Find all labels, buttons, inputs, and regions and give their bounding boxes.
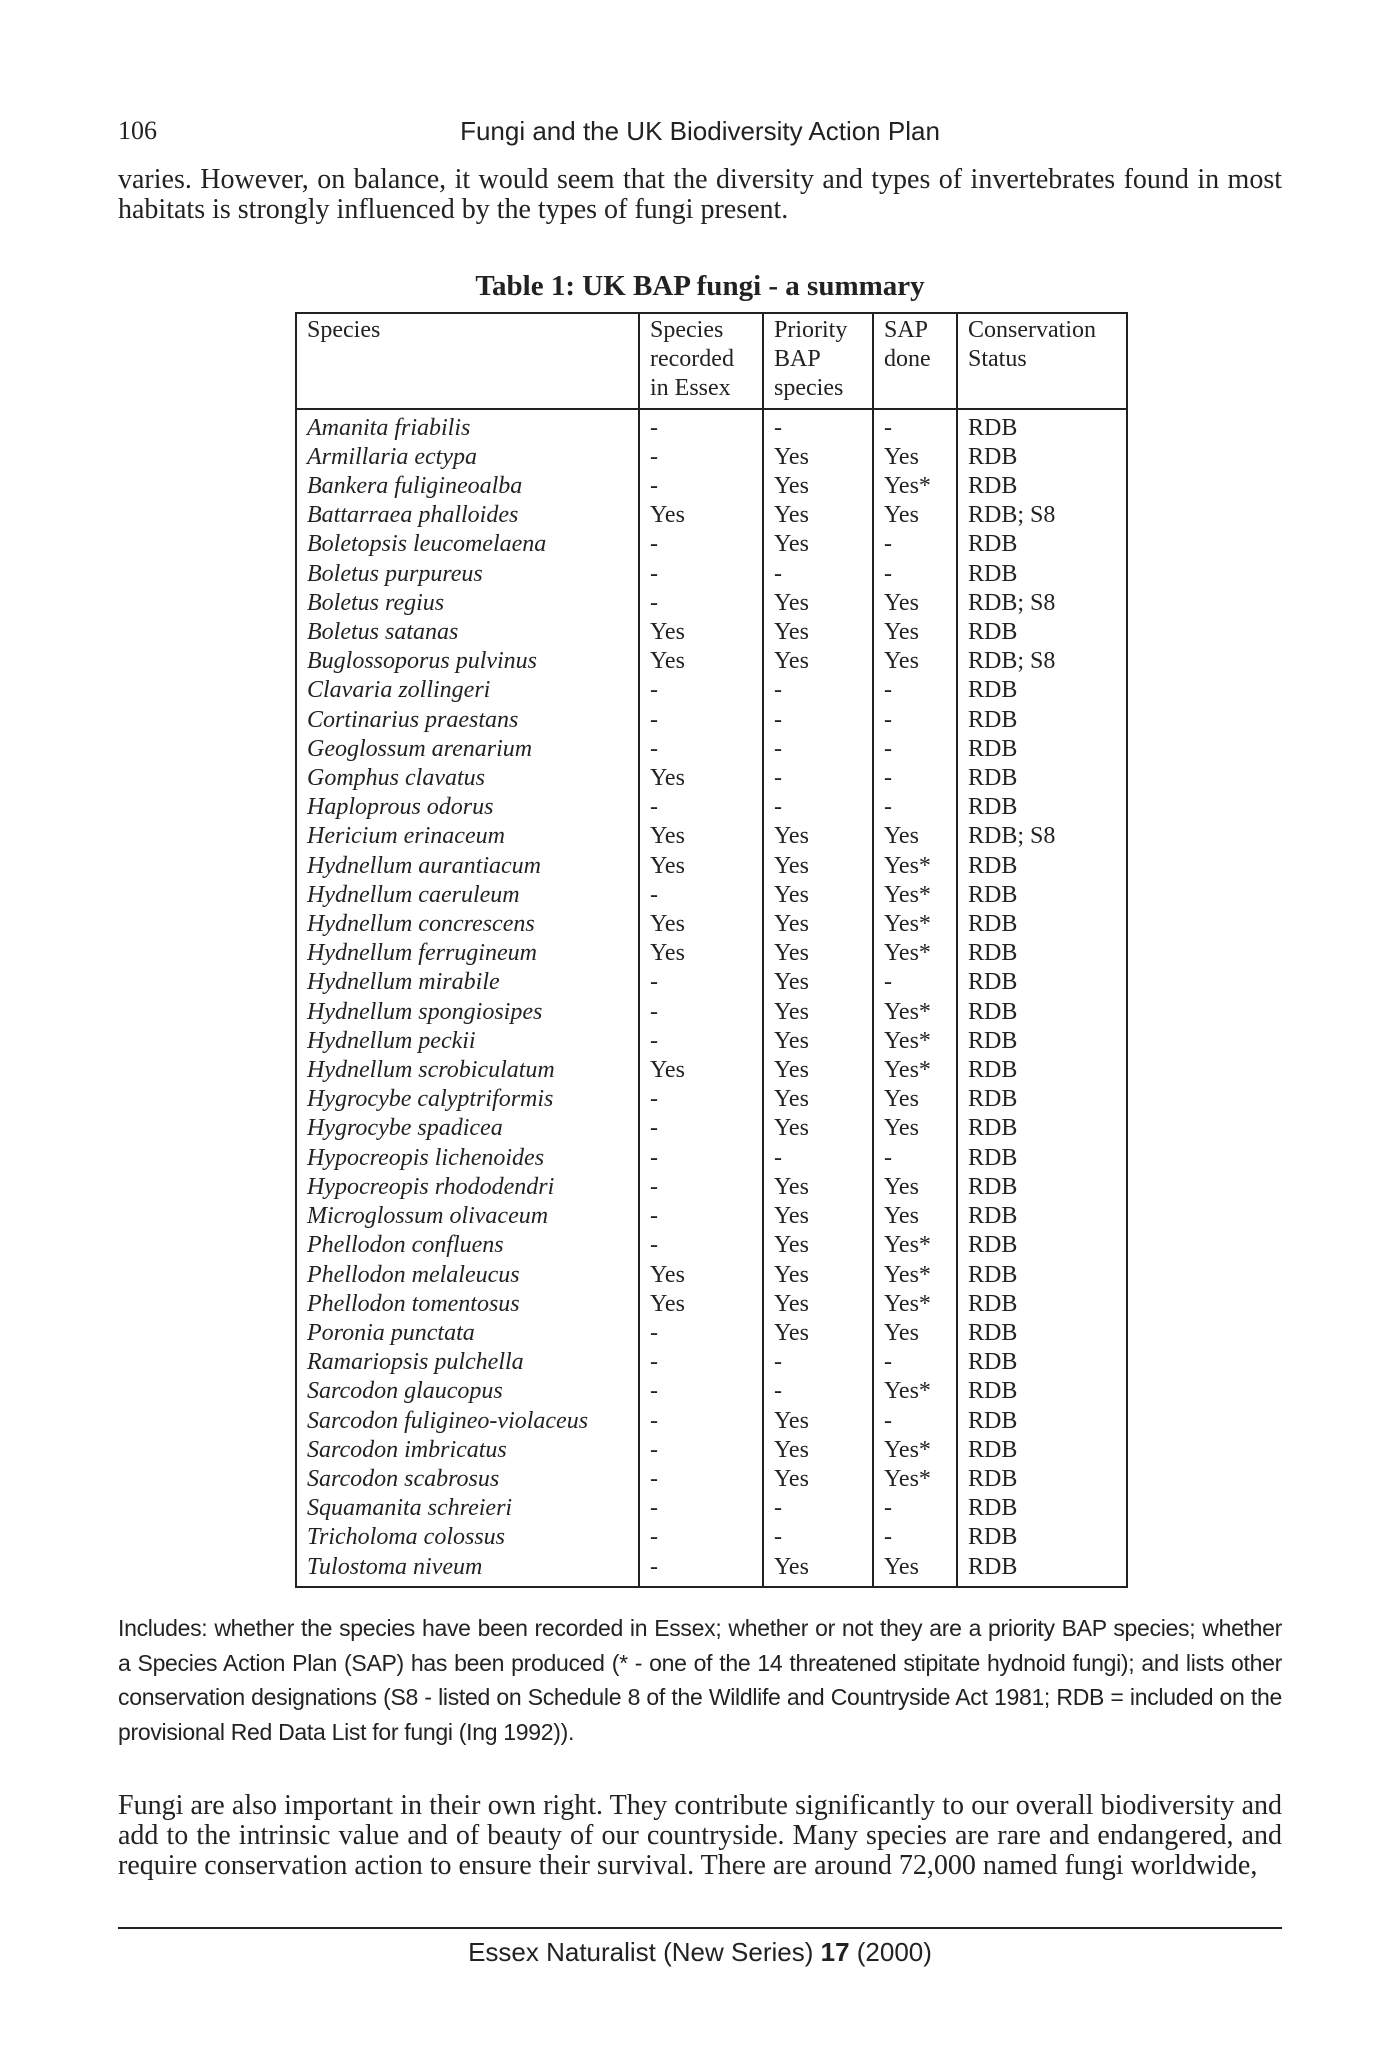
conservation-status-cell: RDB [957, 1056, 1127, 1085]
priority-bap-cell: Yes [763, 1290, 873, 1319]
conservation-status-cell: RDB [957, 676, 1127, 705]
conservation-status-cell: RDB [957, 852, 1127, 881]
table-row [296, 1494, 1127, 1523]
table-row [296, 881, 1127, 910]
species-name-cell: Poronia punctata [296, 1319, 639, 1348]
species-name-cell: Hydnellum aurantiacum [296, 852, 639, 881]
priority-bap-cell: Yes [763, 852, 873, 881]
recorded-in-essex-cell: - [639, 530, 763, 559]
recorded-in-essex-cell: - [639, 1553, 763, 1587]
recorded-in-essex-cell: - [639, 1436, 763, 1465]
footer-rule [118, 1927, 1282, 1929]
priority-bap-cell: Yes [763, 1202, 873, 1231]
conservation-status-cell: RDB [957, 409, 1127, 443]
sap-done-cell: Yes* [873, 852, 957, 881]
recorded-in-essex-cell: - [639, 1319, 763, 1348]
sap-done-cell: - [873, 409, 957, 443]
species-name-cell: Hydnellum mirabile [296, 968, 639, 997]
running-title: Fungi and the UK Biodiversity Action Plan [460, 116, 940, 146]
species-name-cell: Clavaria zollingeri [296, 676, 639, 705]
conservation-status-cell: RDB; S8 [957, 501, 1127, 530]
species-name-cell: Haploprous odorus [296, 793, 639, 822]
recorded-in-essex-cell: Yes [639, 618, 763, 647]
table-row [296, 1231, 1127, 1260]
column-header-recorded-in-essex: Species recorded in Essex [639, 313, 763, 409]
recorded-in-essex-cell: - [639, 1231, 763, 1260]
column-header-species: Species [296, 313, 639, 409]
table-title: Table 1: UK BAP fungi - a summary [475, 270, 925, 302]
species-name-cell: Sarcodon scabrosus [296, 1465, 639, 1494]
conservation-status-cell: RDB [957, 1231, 1127, 1260]
recorded-in-essex-cell: Yes [639, 1290, 763, 1319]
conservation-status-cell: RDB [957, 1027, 1127, 1056]
priority-bap-cell: - [763, 676, 873, 705]
species-name-cell: Armillaria ectypa [296, 443, 639, 472]
conservation-status-cell: RDB [957, 793, 1127, 822]
table-row [296, 1436, 1127, 1465]
conservation-status-cell: RDB [957, 1144, 1127, 1173]
conservation-status-cell: RDB [957, 968, 1127, 997]
conservation-status-cell: RDB [957, 1494, 1127, 1523]
recorded-in-essex-cell: Yes [639, 852, 763, 881]
species-name-cell: Boletus regius [296, 589, 639, 618]
recorded-in-essex-cell: - [639, 1173, 763, 1202]
sap-done-cell: Yes [873, 1173, 957, 1202]
sap-done-cell: - [873, 735, 957, 764]
species-name-cell: Hygrocybe calyptriformis [296, 1085, 639, 1114]
species-name-cell: Cortinarius praestans [296, 706, 639, 735]
priority-bap-cell: - [763, 735, 873, 764]
priority-bap-cell: - [763, 706, 873, 735]
table-row [296, 1348, 1127, 1377]
table-row [296, 560, 1127, 589]
fungi-summary-table [295, 312, 1128, 1588]
conservation-status-cell: RDB [957, 1465, 1127, 1494]
journal-volume: 17 [820, 1937, 850, 1967]
conservation-status-cell: RDB [957, 939, 1127, 968]
sap-done-cell: Yes* [873, 1261, 957, 1290]
table-row [296, 1290, 1127, 1319]
table-row [296, 1261, 1127, 1290]
conservation-status-cell: RDB [957, 1202, 1127, 1231]
table-row [296, 968, 1127, 997]
species-name-cell: Hydnellum ferrugineum [296, 939, 639, 968]
species-name-cell: Boletopsis leucomelaena [296, 530, 639, 559]
table-row [296, 676, 1127, 705]
recorded-in-essex-cell: Yes [639, 647, 763, 676]
sap-done-cell: - [873, 968, 957, 997]
conservation-status-cell: RDB [957, 764, 1127, 793]
table-header-row [296, 313, 1127, 409]
recorded-in-essex-cell: Yes [639, 1056, 763, 1085]
sap-done-cell: Yes* [873, 939, 957, 968]
recorded-in-essex-cell: - [639, 560, 763, 589]
conservation-status-cell: RDB [957, 1114, 1127, 1143]
priority-bap-cell: - [763, 560, 873, 589]
table-row [296, 735, 1127, 764]
species-name-cell: Buglossoporus pulvinus [296, 647, 639, 676]
sap-done-cell: - [873, 764, 957, 793]
table-row [296, 1465, 1127, 1494]
intro-paragraph: varies. However, on balance, it would seem that the diversity and types of invertebrates found in most habitats is strongly influenced by the types of fungi present. [118, 164, 1282, 225]
recorded-in-essex-cell: Yes [639, 501, 763, 530]
sap-done-cell: Yes* [873, 1027, 957, 1056]
priority-bap-cell: Yes [763, 1407, 873, 1436]
recorded-in-essex-cell: - [639, 1377, 763, 1406]
recorded-in-essex-cell: - [639, 1144, 763, 1173]
priority-bap-cell: Yes [763, 589, 873, 618]
species-name-cell: Microglossum olivaceum [296, 1202, 639, 1231]
priority-bap-cell: - [763, 1494, 873, 1523]
recorded-in-essex-cell: Yes [639, 910, 763, 939]
conservation-status-cell: RDB [957, 1085, 1127, 1114]
table-row [296, 1144, 1127, 1173]
species-name-cell: Battarraea phalloides [296, 501, 639, 530]
species-name-cell: Hypocreopis rhododendri [296, 1173, 639, 1202]
table-row [296, 647, 1127, 676]
priority-bap-cell: Yes [763, 1231, 873, 1260]
sap-done-cell: Yes [873, 1085, 957, 1114]
column-header-priority-bap: Priority BAP species [763, 313, 873, 409]
table-row [296, 706, 1127, 735]
recorded-in-essex-cell: - [639, 1523, 763, 1552]
table-row [296, 1377, 1127, 1406]
priority-bap-cell: Yes [763, 822, 873, 851]
table-row [296, 910, 1127, 939]
sap-done-cell: Yes [873, 618, 957, 647]
sap-done-cell: - [873, 560, 957, 589]
priority-bap-cell: Yes [763, 647, 873, 676]
recorded-in-essex-cell: - [639, 1465, 763, 1494]
priority-bap-cell: Yes [763, 1261, 873, 1290]
sap-done-cell: Yes* [873, 1290, 957, 1319]
conservation-status-cell: RDB; S8 [957, 822, 1127, 851]
page-number: 106 [118, 116, 157, 145]
conservation-status-cell: RDB [957, 910, 1127, 939]
species-name-cell: Gomphus clavatus [296, 764, 639, 793]
conservation-status-cell: RDB [957, 1261, 1127, 1290]
table-row [296, 443, 1127, 472]
table-row [296, 618, 1127, 647]
conservation-status-cell: RDB [957, 1319, 1127, 1348]
priority-bap-cell: Yes [763, 472, 873, 501]
priority-bap-cell: - [763, 793, 873, 822]
table-row [296, 822, 1127, 851]
sap-done-cell: - [873, 530, 957, 559]
sap-done-cell: - [873, 1494, 957, 1523]
priority-bap-cell: - [763, 764, 873, 793]
journal-name: Essex Naturalist (New Series) [468, 1937, 814, 1967]
table-row [296, 852, 1127, 881]
species-name-cell: Sarcodon imbricatus [296, 1436, 639, 1465]
closing-paragraph: Fungi are also important in their own right. They contribute significantly to our overall biodiversity and add to the intrinsic value and of beauty of our countryside. Many species are rare and endangered, and require conservation action to ensure their survival. There are around 72,000 named fungi worldwide, [118, 1790, 1282, 1881]
recorded-in-essex-cell: - [639, 998, 763, 1027]
table-row [296, 1202, 1127, 1231]
priority-bap-cell: Yes [763, 1027, 873, 1056]
recorded-in-essex-cell: Yes [639, 1261, 763, 1290]
table-row [296, 939, 1127, 968]
recorded-in-essex-cell: - [639, 589, 763, 618]
species-name-cell: Sarcodon fuligineo-violaceus [296, 1407, 639, 1436]
recorded-in-essex-cell: - [639, 968, 763, 997]
priority-bap-cell: Yes [763, 530, 873, 559]
sap-done-cell: Yes [873, 1114, 957, 1143]
sap-done-cell: Yes* [873, 910, 957, 939]
species-name-cell: Ramariopsis pulchella [296, 1348, 639, 1377]
table-row [296, 501, 1127, 530]
conservation-status-cell: RDB [957, 998, 1127, 1027]
sap-done-cell: Yes [873, 647, 957, 676]
species-name-cell: Hygrocybe spadicea [296, 1114, 639, 1143]
page-footer [0, 1937, 1400, 1968]
priority-bap-cell: Yes [763, 881, 873, 910]
sap-done-cell: - [873, 1348, 957, 1377]
sap-done-cell: Yes* [873, 998, 957, 1027]
priority-bap-cell: Yes [763, 1553, 873, 1587]
recorded-in-essex-cell: - [639, 409, 763, 443]
sap-done-cell: Yes [873, 443, 957, 472]
species-name-cell: Phellodon tomentosus [296, 1290, 639, 1319]
recorded-in-essex-cell: - [639, 1085, 763, 1114]
table-row [296, 1173, 1127, 1202]
conservation-status-cell: RDB; S8 [957, 589, 1127, 618]
conservation-status-cell: RDB [957, 1290, 1127, 1319]
species-name-cell: Hydnellum spongiosipes [296, 998, 639, 1027]
priority-bap-cell: Yes [763, 618, 873, 647]
sap-done-cell: - [873, 706, 957, 735]
species-name-cell: Hydnellum caeruleum [296, 881, 639, 910]
species-name-cell: Tricholoma colossus [296, 1523, 639, 1552]
priority-bap-cell: Yes [763, 1173, 873, 1202]
sap-done-cell: Yes* [873, 1465, 957, 1494]
table-row [296, 530, 1127, 559]
species-name-cell: Squamanita schreieri [296, 1494, 639, 1523]
journal-year: (2000) [856, 1937, 932, 1967]
table-row [296, 1523, 1127, 1552]
priority-bap-cell: - [763, 1523, 873, 1552]
sap-done-cell: - [873, 1407, 957, 1436]
sap-done-cell: Yes* [873, 1436, 957, 1465]
priority-bap-cell: - [763, 409, 873, 443]
sap-done-cell: Yes* [873, 1231, 957, 1260]
column-header-conservation-status: Conservation Status [957, 313, 1127, 409]
table-row [296, 589, 1127, 618]
table-row [296, 1056, 1127, 1085]
table-row [296, 998, 1127, 1027]
conservation-status-cell: RDB [957, 1553, 1127, 1587]
table-row [296, 793, 1127, 822]
priority-bap-cell: Yes [763, 968, 873, 997]
species-name-cell: Hydnellum peckii [296, 1027, 639, 1056]
table-row [296, 472, 1127, 501]
table-row [296, 1085, 1127, 1114]
conservation-status-cell: RDB [957, 530, 1127, 559]
conservation-status-cell: RDB [957, 472, 1127, 501]
species-name-cell: Tulostoma niveum [296, 1553, 639, 1587]
sap-done-cell: Yes [873, 1202, 957, 1231]
conservation-status-cell: RDB [957, 1523, 1127, 1552]
recorded-in-essex-cell: - [639, 1494, 763, 1523]
recorded-in-essex-cell: - [639, 881, 763, 910]
species-name-cell: Phellodon melaleucus [296, 1261, 639, 1290]
species-name-cell: Hypocreopis lichenoides [296, 1144, 639, 1173]
sap-done-cell: Yes [873, 1553, 957, 1587]
priority-bap-cell: Yes [763, 998, 873, 1027]
page-header [118, 116, 1282, 156]
table-row [296, 1553, 1127, 1587]
conservation-status-cell: RDB [957, 1407, 1127, 1436]
conservation-status-cell: RDB [957, 881, 1127, 910]
table-row [296, 1114, 1127, 1143]
species-name-cell: Hydnellum scrobiculatum [296, 1056, 639, 1085]
column-header-sap-done: SAP done [873, 313, 957, 409]
recorded-in-essex-cell: - [639, 443, 763, 472]
recorded-in-essex-cell: - [639, 706, 763, 735]
sap-done-cell: Yes* [873, 881, 957, 910]
sap-done-cell: Yes* [873, 1377, 957, 1406]
sap-done-cell: Yes* [873, 472, 957, 501]
recorded-in-essex-cell: - [639, 1202, 763, 1231]
species-name-cell: Bankera fuligineoalba [296, 472, 639, 501]
conservation-status-cell: RDB [957, 1377, 1127, 1406]
sap-done-cell: Yes [873, 1319, 957, 1348]
species-name-cell: Boletus satanas [296, 618, 639, 647]
recorded-in-essex-cell: - [639, 1348, 763, 1377]
priority-bap-cell: Yes [763, 939, 873, 968]
priority-bap-cell: Yes [763, 501, 873, 530]
priority-bap-cell: Yes [763, 1465, 873, 1494]
species-name-cell: Sarcodon glaucopus [296, 1377, 639, 1406]
table-row [296, 409, 1127, 443]
sap-done-cell: - [873, 793, 957, 822]
species-name-cell: Phellodon confluens [296, 1231, 639, 1260]
priority-bap-cell: - [763, 1377, 873, 1406]
sap-done-cell: Yes [873, 589, 957, 618]
recorded-in-essex-cell: - [639, 472, 763, 501]
priority-bap-cell: Yes [763, 1085, 873, 1114]
recorded-in-essex-cell: - [639, 1114, 763, 1143]
species-name-cell: Amanita friabilis [296, 409, 639, 443]
recorded-in-essex-cell: - [639, 1407, 763, 1436]
recorded-in-essex-cell: Yes [639, 822, 763, 851]
conservation-status-cell: RDB; S8 [957, 647, 1127, 676]
recorded-in-essex-cell: Yes [639, 939, 763, 968]
priority-bap-cell: Yes [763, 1319, 873, 1348]
sap-done-cell: - [873, 676, 957, 705]
sap-done-cell: Yes [873, 501, 957, 530]
table-row [296, 1027, 1127, 1056]
conservation-status-cell: RDB [957, 443, 1127, 472]
conservation-status-cell: RDB [957, 1348, 1127, 1377]
priority-bap-cell: Yes [763, 910, 873, 939]
recorded-in-essex-cell: Yes [639, 764, 763, 793]
conservation-status-cell: RDB [957, 1173, 1127, 1202]
species-name-cell: Hydnellum concrescens [296, 910, 639, 939]
conservation-status-cell: RDB [957, 735, 1127, 764]
conservation-status-cell: RDB [957, 706, 1127, 735]
table-row [296, 1319, 1127, 1348]
priority-bap-cell: Yes [763, 1056, 873, 1085]
table-row [296, 1407, 1127, 1436]
conservation-status-cell: RDB [957, 1436, 1127, 1465]
sap-done-cell: Yes [873, 822, 957, 851]
species-name-cell: Geoglossum arenarium [296, 735, 639, 764]
table-body [296, 409, 1127, 1587]
table-row [296, 764, 1127, 793]
priority-bap-cell: Yes [763, 443, 873, 472]
sap-done-cell: - [873, 1523, 957, 1552]
priority-bap-cell: - [763, 1348, 873, 1377]
species-name-cell: Boletus purpureus [296, 560, 639, 589]
sap-done-cell: Yes* [873, 1056, 957, 1085]
conservation-status-cell: RDB [957, 618, 1127, 647]
recorded-in-essex-cell: - [639, 793, 763, 822]
priority-bap-cell: - [763, 1144, 873, 1173]
conservation-status-cell: RDB [957, 560, 1127, 589]
recorded-in-essex-cell: - [639, 676, 763, 705]
sap-done-cell: - [873, 1144, 957, 1173]
table-caption: Includes: whether the species have been recorded in Essex; whether or not they are a priority BAP species; whether a Species Action Plan (SAP) has been produced (* - one of the 14 threatened stipitate hydnoid fungi); and lists other conservation designations (S8 - listed on Schedule 8 of the Wildlife and Countryside Act 1981; RDB = included on the provisional Red Data List for fungi (Ing 1992)). [118, 1615, 1282, 1745]
priority-bap-cell: Yes [763, 1436, 873, 1465]
species-name-cell: Hericium erinaceum [296, 822, 639, 851]
priority-bap-cell: Yes [763, 1114, 873, 1143]
recorded-in-essex-cell: - [639, 1027, 763, 1056]
recorded-in-essex-cell: - [639, 735, 763, 764]
